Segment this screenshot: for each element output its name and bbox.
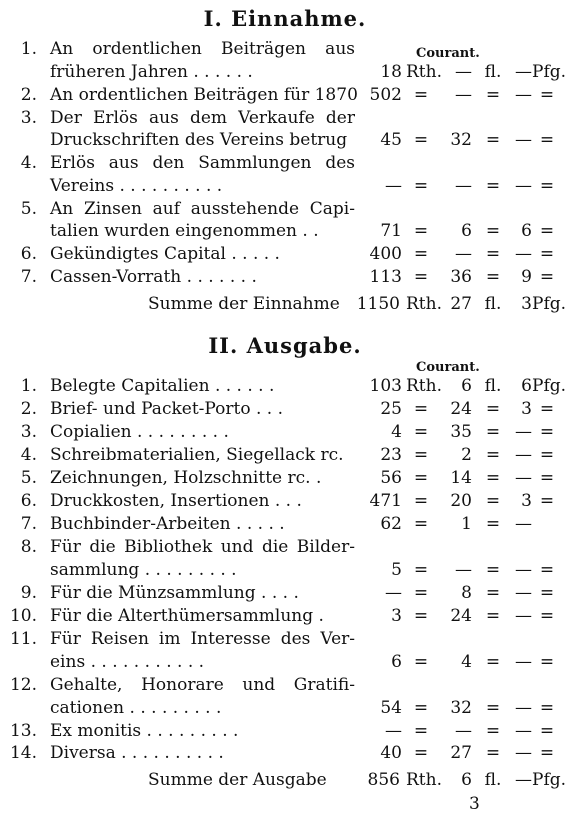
amount-thaler: 4 [391,422,402,442]
unit-pfennig: = [539,221,555,241]
amount-pfennig: — [515,176,532,196]
row-number: 7. [20,267,37,287]
unit-pfennig: Pfg. [532,770,567,790]
table-row [0,421,570,443]
unit-groschen: = [485,176,501,196]
amount-groschen: 35 [450,422,472,442]
row-text: Belegte Capitalien . . . . . . [50,376,275,396]
amount-thaler: 62 [380,514,402,534]
unit-pfennig: = [539,652,555,672]
amount-pfennig: — [515,244,532,264]
unit-groschen: fl. [484,376,502,396]
amount-groschen: 6 [461,376,472,396]
row-number: 3. [20,108,37,128]
unit-thaler: = [413,422,429,442]
amount-pfennig: — [515,422,532,442]
table-row [0,742,570,764]
unit-pfennig: = [539,176,555,196]
amount-pfennig: — [515,62,532,82]
amount-thaler: 45 [380,130,402,150]
row-text: Gehalte, Honorare und Gratifi- [50,675,355,695]
unit-thaler: = [413,560,429,580]
unit-pfennig: = [539,468,555,488]
table-row [0,375,570,397]
unit-thaler: = [413,743,429,763]
row-text: talien wurden eingenommen . . [50,221,319,241]
unit-thaler: Rth. [406,294,442,314]
row-text: Für die Bibliothek und die Bilder- [50,537,355,557]
amount-pfennig: 9 [521,267,532,287]
unit-groschen: = [485,514,501,534]
unit-groschen: = [485,583,501,603]
amount-groschen: 4 [461,652,472,672]
page-number: 3 [469,794,480,814]
table-row [0,243,570,265]
table-row [0,84,570,106]
amount-pfennig: — [515,606,532,626]
row-text: An ordentlichen Beiträgen aus [50,39,355,59]
amount-groschen: — [455,244,472,264]
currency-header: Courant. [416,360,480,375]
table-row [0,467,570,489]
row-text: Ex monitis . . . . . . . . . [50,721,239,741]
unit-thaler: Rth. [406,376,442,396]
table-row [0,220,570,242]
amount-groschen: 8 [461,583,472,603]
unit-thaler: = [413,698,429,718]
section-heading-einnahme: I. Einnahme. [203,6,367,31]
row-text: Copialien . . . . . . . . . [50,422,229,442]
table-row [0,198,570,220]
unit-pfennig: = [539,721,555,741]
amount-pfennig: — [515,560,532,580]
amount-groschen: 32 [450,698,472,718]
row-text: Gekündigtes Capital . . . . . [50,244,280,264]
amount-groschen: — [455,560,472,580]
table-row [0,605,570,627]
table-row [0,674,570,696]
row-number: 13. [9,721,37,741]
unit-groschen: = [485,743,501,763]
unit-thaler: = [413,445,429,465]
row-text: cationen . . . . . . . . . [50,698,222,718]
amount-groschen: 2 [461,445,472,465]
unit-pfennig: = [539,422,555,442]
unit-pfennig: = [539,743,555,763]
table-row [0,490,570,512]
unit-thaler: = [413,721,429,741]
row-text: Druckkosten, Insertionen . . . [50,491,302,511]
amount-thaler: 71 [380,221,402,241]
table-row [0,628,570,650]
unit-thaler: = [413,491,429,511]
table-row [0,152,570,174]
sum-pfennig: — [515,770,532,790]
unit-thaler: = [413,399,429,419]
unit-pfennig: = [539,560,555,580]
amount-pfennig: 6 [521,376,532,396]
table-row [0,536,570,558]
row-text: sammlung . . . . . . . . . [50,560,237,580]
unit-groschen: = [485,468,501,488]
unit-groschen: = [485,267,501,287]
row-text: Schreibmaterialien, Siegellack rc. [50,445,344,465]
table-row [0,266,570,288]
row-number: 5. [20,199,37,219]
table-row [0,513,570,535]
unit-groschen: = [485,698,501,718]
amount-groschen: 36 [450,267,472,287]
row-number: 1. [20,39,37,59]
table-row [0,398,570,420]
row-number: 11. [9,629,37,649]
amount-thaler: 6 [391,652,402,672]
row-number: 4. [20,445,37,465]
unit-thaler: = [413,130,429,150]
row-text: Diversa . . . . . . . . . . [50,743,224,763]
row-text: Der Erlös aus dem Verkaufe der [50,108,355,128]
row-text: Vereins . . . . . . . . . . [50,176,223,196]
row-text: An Zinsen auf ausstehende Capi- [50,199,355,219]
amount-pfennig: — [515,445,532,465]
row-number: 7. [20,514,37,534]
amount-groschen: 20 [450,491,472,511]
currency-header: Courant. [416,46,480,61]
amount-thaler: — [385,721,402,741]
amount-pfennig: — [515,721,532,741]
unit-groschen: = [485,491,501,511]
unit-pfennig: = [539,85,555,105]
amount-groschen: — [455,85,472,105]
amount-groschen: 32 [450,130,472,150]
amount-thaler: 471 [369,491,402,511]
amount-groschen: — [455,176,472,196]
unit-thaler: = [413,85,429,105]
row-text: Druckschriften des Vereins betrug [50,130,348,150]
amount-thaler: 3 [391,606,402,626]
unit-pfennig: = [539,399,555,419]
unit-groschen: fl. [484,770,502,790]
unit-thaler: Rth. [406,62,442,82]
amount-groschen: — [455,62,472,82]
row-number: 10. [9,606,37,626]
unit-groschen: = [485,221,501,241]
amount-groschen: 27 [450,743,472,763]
sum-label: Summe der Ausgabe [148,770,327,790]
section-heading-ausgabe: II. Ausgabe. [208,333,362,358]
amount-pfennig: — [515,743,532,763]
unit-pfennig: = [539,583,555,603]
sum-pfennig: 3 [521,294,532,314]
table-row [0,697,570,719]
amount-pfennig: 3 [521,399,532,419]
unit-thaler: Rth. [406,770,442,790]
row-number: 9. [20,583,37,603]
sum-thaler: 856 [367,770,400,790]
unit-groschen: = [485,606,501,626]
row-text: Cassen-Vorrath . . . . . . . [50,267,257,287]
unit-groschen: = [485,85,501,105]
table-row [0,651,570,673]
unit-pfennig: Pfg. [532,376,567,396]
row-text: Für Reisen im Interesse des Ver- [50,629,355,649]
amount-groschen: — [455,721,472,741]
amount-thaler: 23 [380,445,402,465]
amount-pfennig: — [515,130,532,150]
unit-groschen: = [485,560,501,580]
amount-groschen: 6 [461,221,472,241]
row-number: 4. [20,153,37,173]
unit-pfennig: = [539,130,555,150]
unit-thaler: = [413,514,429,534]
sum-groschen: 6 [461,770,472,790]
row-number: 3. [20,422,37,442]
amount-thaler: 113 [369,267,402,287]
amount-groschen: 24 [450,399,472,419]
row-text: Brief- und Packet-Porto . . . [50,399,284,419]
amount-thaler: 18 [380,62,402,82]
amount-pfennig: 3 [521,491,532,511]
sum-row-ausgabe [0,769,570,791]
unit-groschen: fl. [484,294,502,314]
row-text: Für die Münzsammlung . . . . [50,583,299,603]
unit-pfennig: = [539,698,555,718]
sum-row-einnahme [0,293,570,315]
row-text: Buchbinder-Arbeiten . . . . . [50,514,285,534]
unit-thaler: = [413,468,429,488]
amount-thaler: — [385,176,402,196]
unit-groschen: = [485,244,501,264]
unit-groschen: = [485,721,501,741]
sum-thaler: 1150 [356,294,400,314]
unit-thaler: = [413,221,429,241]
row-text: früheren Jahren . . . . . . [50,62,253,82]
row-number: 6. [20,244,37,264]
amount-pfennig: — [515,85,532,105]
unit-groschen: = [485,422,501,442]
table-row [0,444,570,466]
row-text: Zeichnungen, Holzschnitte rc. . [50,468,322,488]
row-text: Für die Alterthümersammlung . [50,606,324,626]
unit-pfennig: = [539,244,555,264]
amount-thaler: 40 [380,743,402,763]
row-number: 12. [9,675,37,695]
sum-groschen: 27 [450,294,472,314]
table-row [0,582,570,604]
unit-pfennig: = [539,267,555,287]
amount-thaler: 5 [391,560,402,580]
row-text: eins . . . . . . . . . . . [50,652,205,672]
amount-pfennig: — [515,583,532,603]
amount-groschen: 14 [450,468,472,488]
unit-groschen: = [485,652,501,672]
amount-thaler: 25 [380,399,402,419]
amount-thaler: 400 [369,244,402,264]
unit-thaler: = [413,583,429,603]
row-number: 6. [20,491,37,511]
row-text: An ordentlichen Beiträgen für 1870 [50,85,358,105]
table-row [0,61,570,83]
amount-thaler: 502 [369,85,402,105]
row-number: 2. [20,85,37,105]
row-number: 2. [20,399,37,419]
amount-groschen: 24 [450,606,472,626]
unit-thaler: = [413,606,429,626]
unit-groschen: = [485,445,501,465]
amount-groschen: 1 [461,514,472,534]
amount-thaler: 54 [380,698,402,718]
amount-thaler: 103 [369,376,402,396]
unit-groschen: = [485,399,501,419]
sum-label: Summe der Einnahme [148,294,340,314]
unit-pfennig: Pfg. [532,62,567,82]
unit-groschen: fl. [484,62,502,82]
amount-pfennig: — [515,698,532,718]
row-text: Erlös aus den Sammlungen des [50,153,355,173]
unit-thaler: = [413,244,429,264]
amount-pfennig: — [515,468,532,488]
unit-thaler: = [413,176,429,196]
unit-pfennig: = [539,606,555,626]
amount-pfennig: 6 [521,221,532,241]
unit-pfennig: = [539,445,555,465]
table-row [0,107,570,129]
unit-thaler: = [413,267,429,287]
table-row [0,559,570,581]
unit-groschen: = [485,130,501,150]
unit-thaler: = [413,652,429,672]
amount-pfennig: — [515,652,532,672]
unit-pfennig: Pfg. [532,294,567,314]
row-number: 1. [20,376,37,396]
table-row [0,175,570,197]
row-number: 14. [9,743,37,763]
row-number: 8. [20,537,37,557]
table-row [0,129,570,151]
row-number: 5. [20,468,37,488]
table-row [0,38,570,60]
table-row [0,720,570,742]
amount-thaler: — [385,583,402,603]
amount-pfennig: — [515,514,532,534]
amount-thaler: 56 [380,468,402,488]
unit-pfennig: = [539,491,555,511]
